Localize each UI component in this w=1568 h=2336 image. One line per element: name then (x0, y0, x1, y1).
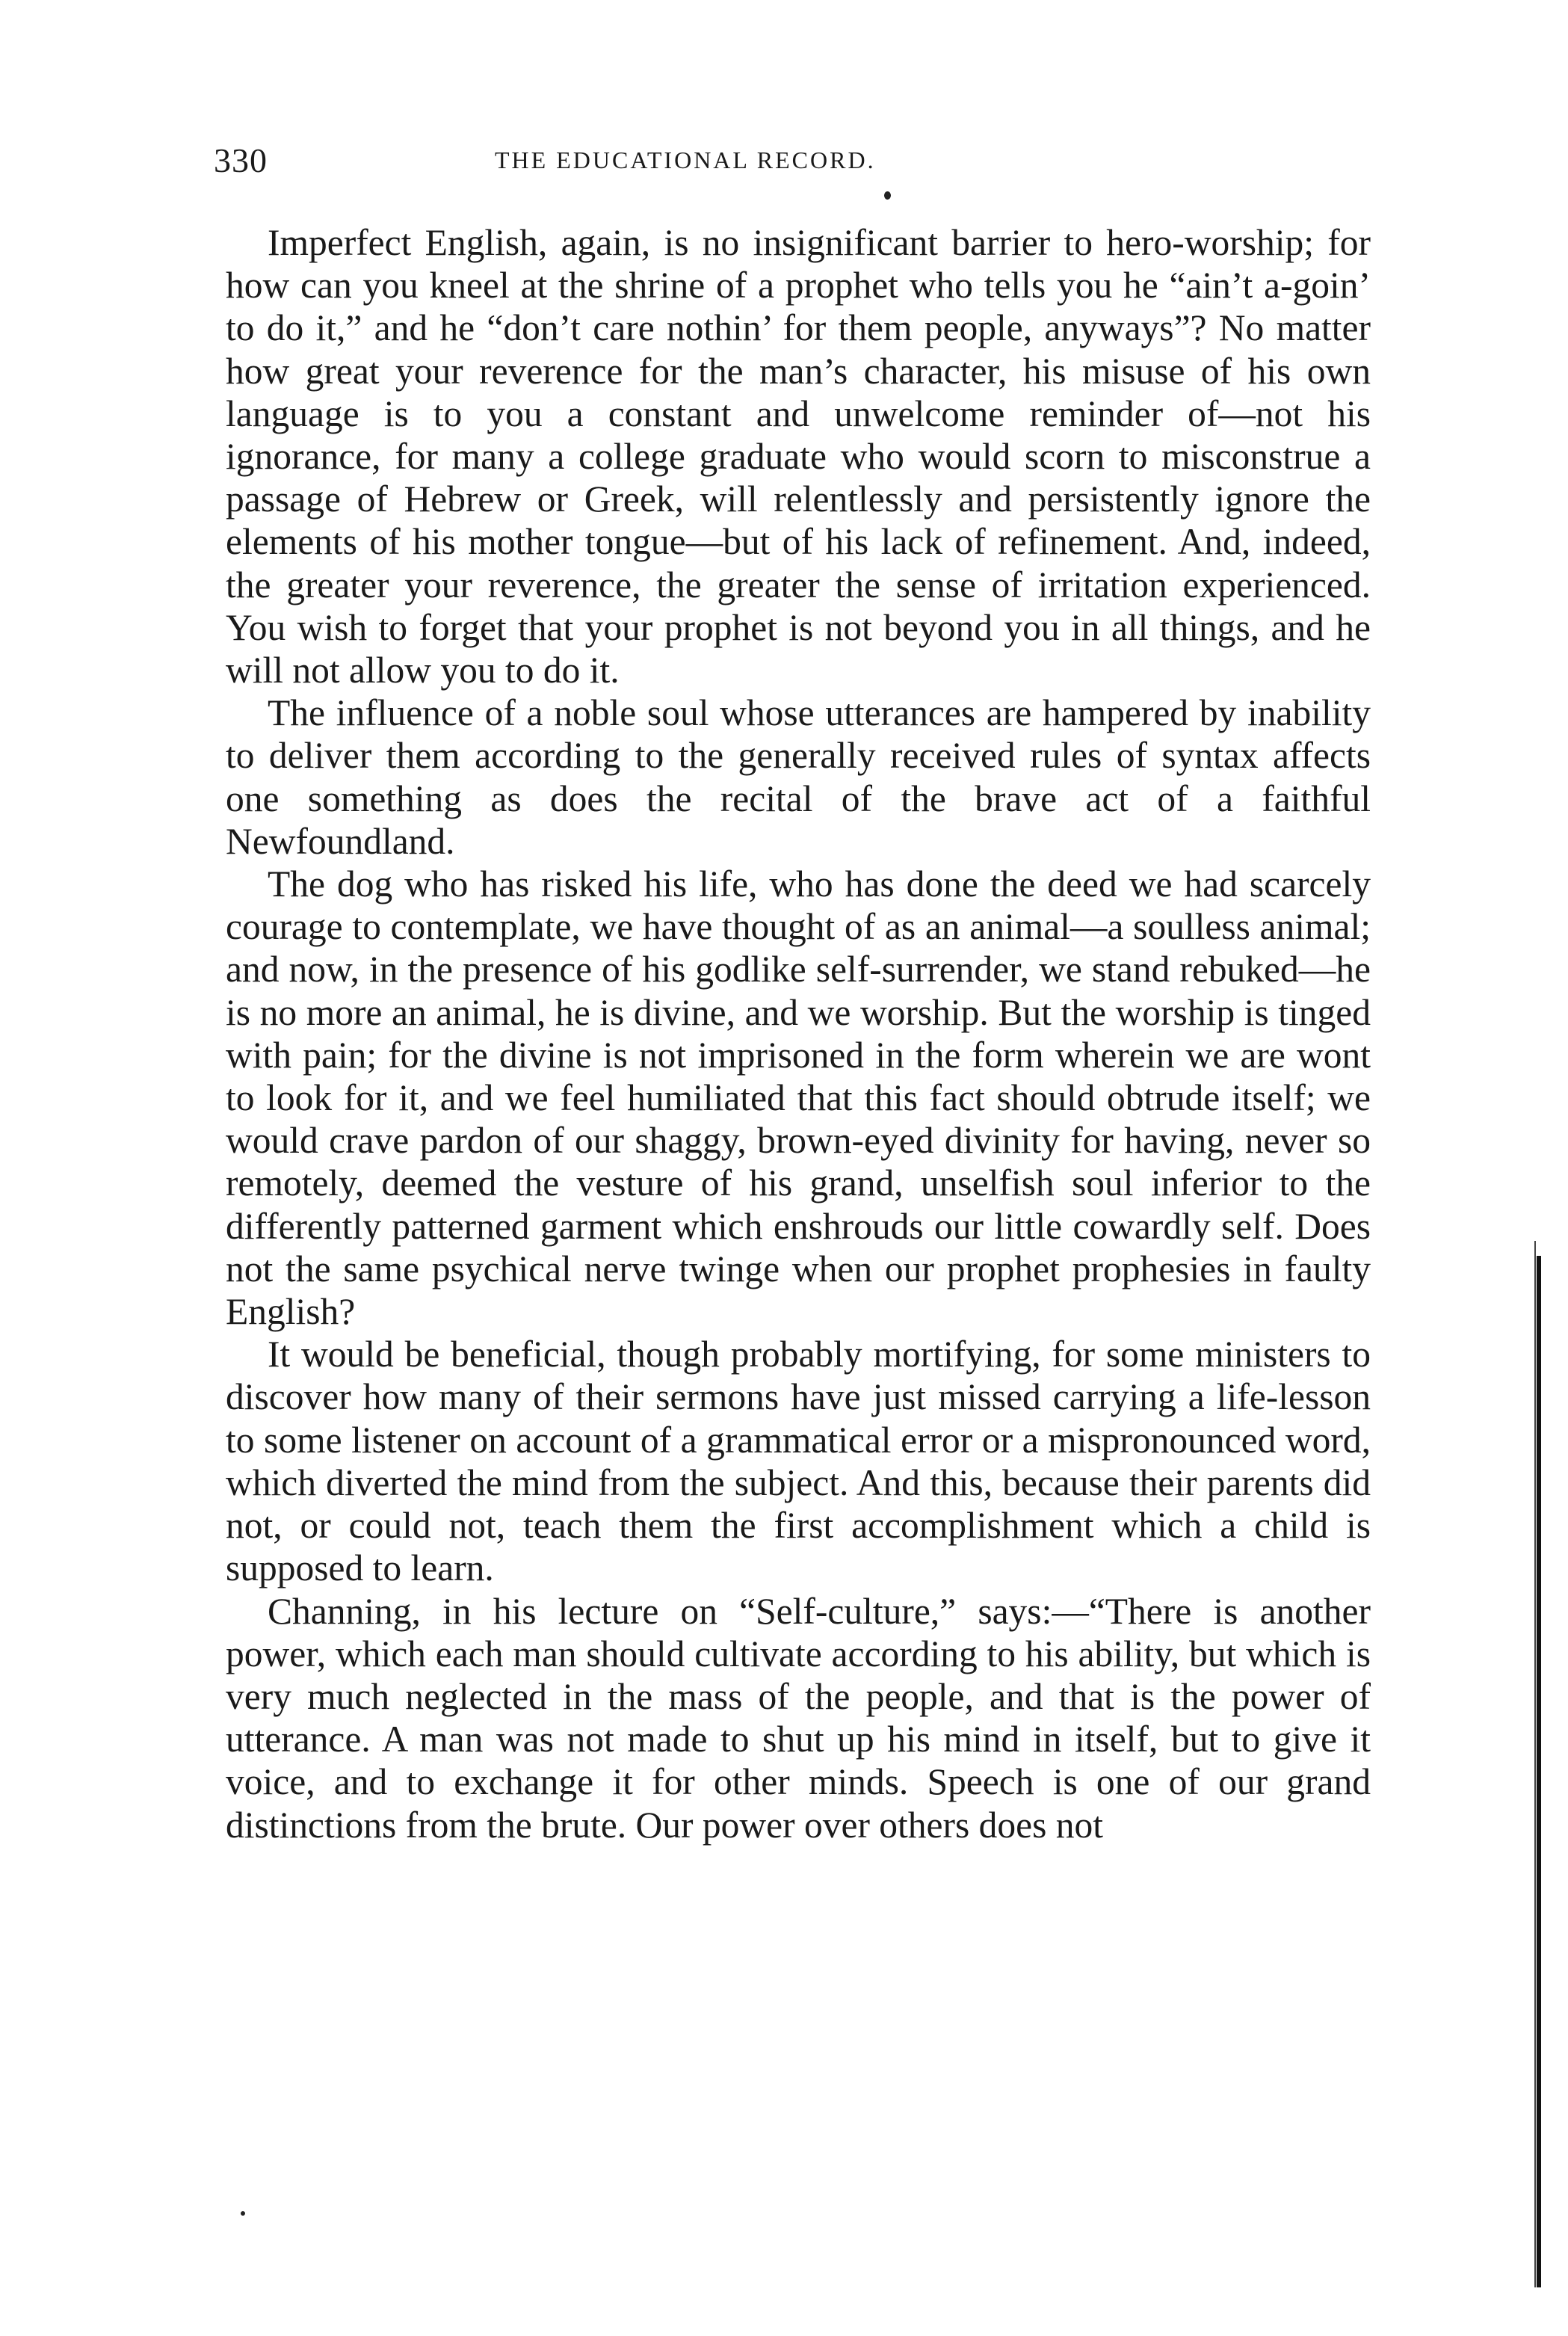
page-number: 330 (214, 141, 268, 179)
paragraph-hero-worship: Imperfect English, again, is no insignificant barrier to hero-worship; for how can you kneel at the shrine of a prophet who tells you he “ain’t a-goin’ to do it,” and he “don’t care nothin’ for them people, anyways”? No matter how great your reverence for the man’s character, his misuse of his own language is to you a constant and unwelcome reminder of—not his ignorance, for many a college graduate who would scorn to misconstrue a passage of Hebrew or Greek, will relentlessly and persistently ignore the elements of his mother tongue—but of his lack of refinement. And, indeed, the greater your reverence, the greater the sense of irritation experienced. You wish to forget that your prophet is not beyond you in all things, and he will not allow you to do it. (226, 222, 1371, 691)
paragraph-ministers: It would be beneficial, though probably mortifying, for some ministers to discover how many of their sermons have just missed carrying a life-lesson to some listener on account of a grammatical error or a mispronounced word, which diverted the mind from the subject. And this, because their parents did not, or could not, teach them the first accomplishment which a child is supposed to learn. (226, 1334, 1371, 1589)
scan-edge-line (1534, 1241, 1536, 2287)
print-speck (241, 2211, 245, 2216)
running-head (214, 141, 1372, 185)
body-text (226, 221, 1371, 1846)
print-speck (884, 191, 891, 200)
paragraph-noble-soul: The influence of a noble soul whose utterances are hampered by inability to deliver them according to the generally received rules of syntax affects one something as does the recital of the brave act of a faithful Newfoundland. (226, 692, 1371, 862)
paragraph-faithful-dog: The dog who has risked his life, who has done the deed we had scarcely courage to contemplate, we have thought of as an animal—a soulless animal; and now, in the presence of his godlike self-surrender, we stand rebuked—he is no more an animal, he is divine, and we worship. But the worship is tinged with pain; for the divine is not imprisoned in the form wherein we are wont to look for it, and we feel humiliated that this fact should obtrude itself; we would crave pardon of our shaggy, brown-eyed divinity for having, never so remotely, deemed the vesture of his grand, unselfish soul inferior to the differently patterned garment which enshrouds our little cowardly self. Does not the same psychical nerve twinge when our prophet prophesies in faulty English? (226, 863, 1371, 1333)
scan-edge-bar (1537, 1256, 1541, 2287)
journal-title: THE EDUCATIONAL RECORD. (495, 147, 876, 173)
paragraph-channing-quote: Channing, in his lecture on “Self-culture,” says:—“There is another power, which each man should cultivate according to his ability, but which is very much neglected in the mass of the people, and that is the power of utterance. A man was not made to shut up his mind in itself, but to give it voice, and to exchange it for other minds. Speech is one of our grand distinctions from the brute. Our power over others does not (226, 1590, 1371, 1846)
